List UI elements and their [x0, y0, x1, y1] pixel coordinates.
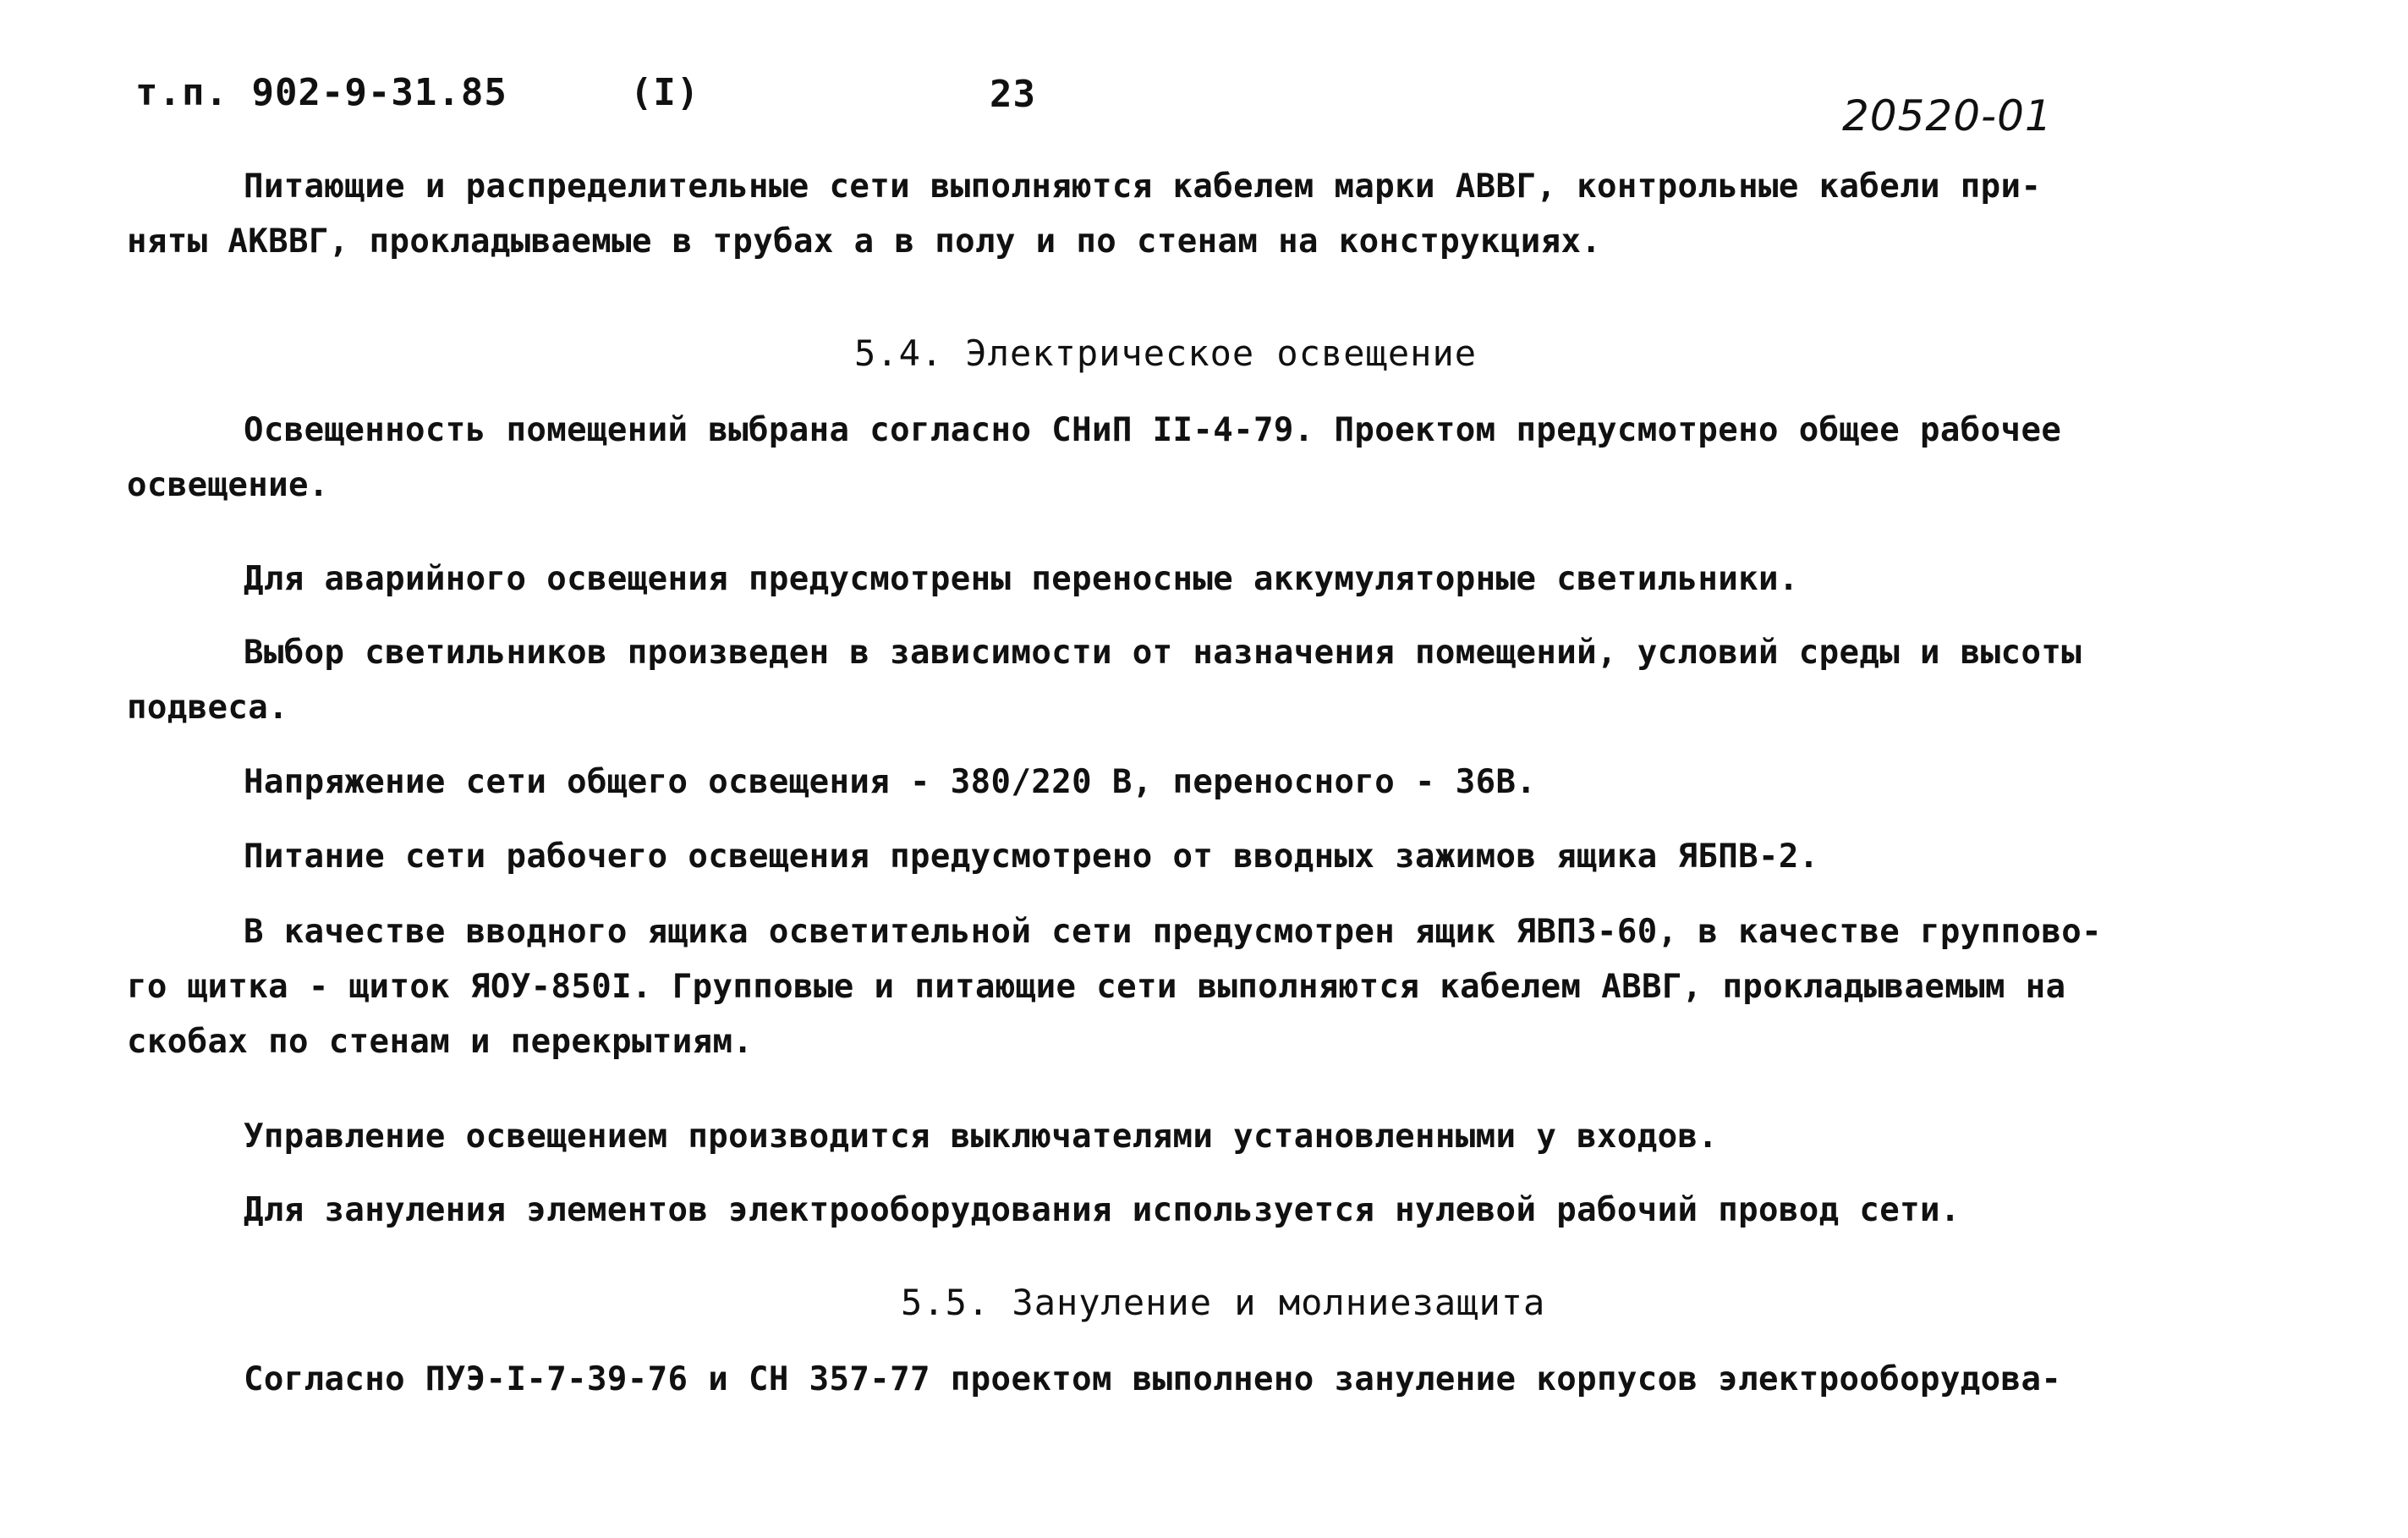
- paragraph-7-line-2: го щитка - щиток ЯОУ-850I. Групповые и питающие сети выполняются кабелем АВВГ, прокладываемым на: [127, 968, 2066, 1006]
- paragraph-2-line-1: Освещенность помещений выбрана согласно СНиП II-4-79. Проектом предусмотрено общее рабочее: [244, 411, 2062, 449]
- paragraph-10-line-1: Согласно ПУЭ-I-7-39-76 и СН 357-77 проектом выполнено зануление корпусов электрооборудова-: [244, 1360, 2062, 1398]
- paragraph-3-line-1: Для аварийного освещения предусмотрены переносные аккумуляторные светильники.: [244, 560, 1799, 598]
- paragraph-8-line-1: Управление освещением производится выключателями установленными у входов.: [244, 1118, 1719, 1156]
- part-label: (I): [629, 71, 700, 114]
- paragraph-7-line-1: В качестве вводного ящика осветительной сети предусмотрен ящик ЯВПЗ-60, в качестве группово-: [244, 913, 2102, 951]
- paragraph-7-line-3: скобах по стенам и перекрытиям.: [127, 1023, 754, 1061]
- paragraph-6-line-1: Питание сети рабочего освещения предусмотрено от вводных зажимов ящика ЯБПВ-2.: [244, 838, 1819, 876]
- paragraph-1-line-2: няты АКВВГ, прокладываемые в трубах а в полу и по стенам на конструкциях.: [127, 222, 1602, 261]
- paragraph-4-line-1: Выбор светильников произведен в зависимости от назначения помещений, условий среды и высоты: [244, 634, 2082, 672]
- section-heading-5-5: 5.5. Зануление и молниезащита: [901, 1282, 1546, 1323]
- series-label: т.п. 902-9-31.85: [135, 71, 507, 114]
- paragraph-1-line-1: Питающие и распределительные сети выполняются кабелем марки АВВГ, контрольные кабели при-: [244, 168, 2042, 206]
- page-number: 23: [990, 73, 1036, 116]
- paragraph-4-line-2: подвеса.: [127, 689, 289, 727]
- paragraph-9-line-1: Для зануления элементов электрооборудования используется нулевой рабочий провод сети.: [244, 1191, 1961, 1229]
- document-code: 20520-01: [1842, 91, 2053, 140]
- paragraph-5-line-1: Напряжение сети общего освещения - 380/220 В, переносного - 36В.: [244, 763, 1537, 801]
- section-heading-5-4: 5.4. Электрическое освещение: [854, 332, 1478, 374]
- series-number: [135, 71, 699, 114]
- paragraph-2-line-2: освещение.: [127, 466, 329, 504]
